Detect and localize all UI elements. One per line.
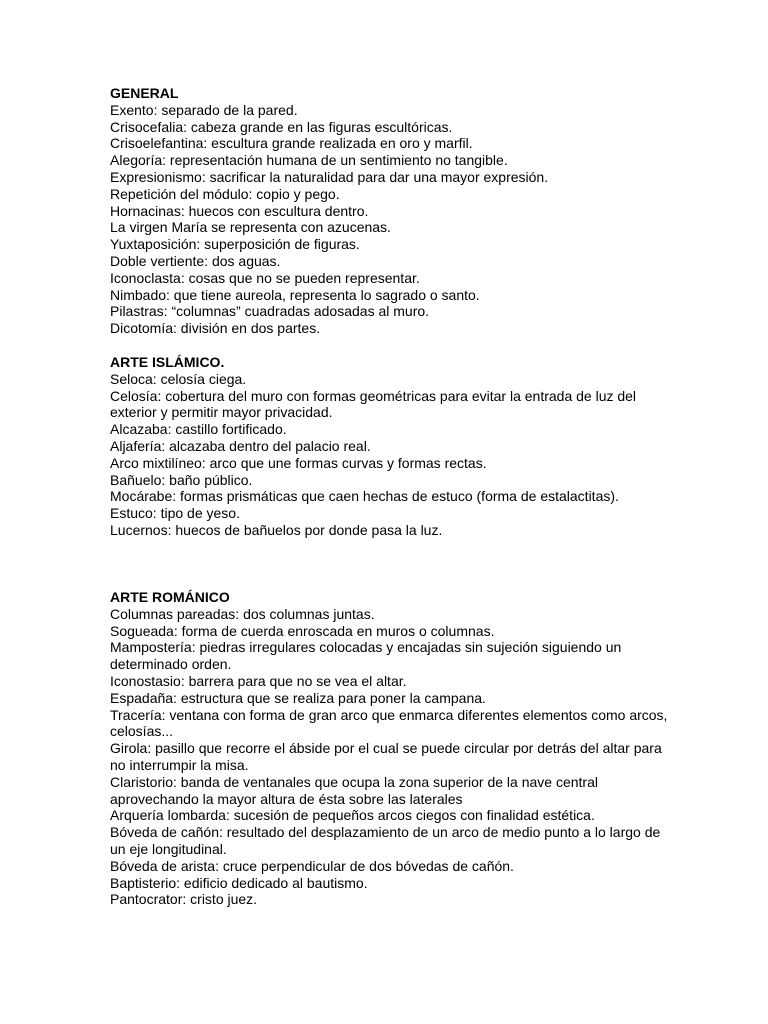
glossary-entry: Seloca: celosía ciega. [110,370,247,387]
glossary-entry: Estuco: tipo de yeso. [110,505,240,522]
glossary-entry: Bóveda de cañón: resultado del desplazamiento de un arco de medio punto a lo largo de un eje longitudinal. [110,824,661,857]
glossary-entry: Crisocefalia: cabeza grande en las figuras escultóricas. [110,118,453,135]
glossary-entry: Nimbado: que tiene aureola, representa lo sagrado o santo. [110,286,480,303]
glossary-entry: Alegoría: representación humana de un sentimiento no tangible. [110,152,508,169]
glossary-entry: La virgen María se representa con azucenas. [110,219,391,236]
glossary-entry: Celosía: cobertura del muro con formas geométricas para evitar la entrada de luz del exterior y permitir mayor privacidad. [110,387,637,421]
glossary-entry: Iconoclasta: cosas que no se pueden representar. [110,269,420,286]
entry-list [110,102,670,337]
glossary-entry: Repetición del módulo: copio y pego. [110,185,340,202]
glossary-entry: Arquería lombarda: sucesión de pequeños arcos ciegos con finalidad estética. [110,807,595,824]
glossary-entry: Yuxtaposición: superposición de figuras. [110,236,360,253]
glossary-entry: Alcazaba: castillo fortificado. [110,421,287,438]
glossary-entry: Columnas pareadas: dos columnas juntas. [110,605,375,622]
glossary-entry: Hornacinas: huecos con escultura dentro. [110,202,369,219]
glossary-entry: Girola: pasillo que recorre el ábside por el cual se puede circular por detrás del altar para no interrumpir la misa. [110,740,662,773]
glossary-entry: Pilastras: “columnas” cuadradas adosadas al muro. [110,303,430,320]
entry-list [110,371,670,539]
section-general [110,85,670,337]
glossary-entry: Tracería: ventana con forma de gran arco que enmarca diferentes elementos como arcos, celosías... [110,706,668,740]
glossary-entry: Bañuelo: baño público. [110,471,253,488]
glossary-entry: Arco mixtilíneo: arco que une formas curvas y formas rectas. [110,454,487,471]
glossary-entry: Mampostería: piedras irregulares colocadas y encajadas sin sujeción siguiendo un determinado orden. [110,639,622,673]
glossary-entry: Iconostasio: barrera para que no se vea el altar. [110,672,407,689]
glossary-entry: Espadaña: estructura que se realiza para poner la campana. [110,689,486,706]
glossary-entry: Crisoelefantina: escultura grande realizada en oro y marfil. [110,135,473,152]
glossary-entry: Expresionismo: sacrificar la naturalidad para dar una mayor expresión. [110,168,549,185]
glossary-entry: Bóveda de arista: cruce perpendicular de dos bóvedas de cañón. [110,857,514,874]
glossary-entry: Aljafería: alcazaba dentro del palacio real. [110,437,371,454]
glossary-entry: Exento: separado de la pared. [110,101,298,118]
section-title: GENERAL [110,85,179,101]
glossary-entry: Pantocrator: cristo juez. [110,891,258,908]
glossary-entry: Doble vertiente: dos aguas. [110,252,281,269]
glossary-entry: Mocárabe: formas prismáticas que caen hechas de estuco (forma de estalactitas). [110,488,619,505]
glossary-entry: Lucernos: huecos de bañuelos por donde pasa la luz. [110,521,443,538]
section-arte-islamico [110,354,670,539]
section-title: ARTE ROMÁNICO [110,589,230,605]
glossary-entry: Claristorio: banda de ventanales que ocupa la zona superior de la nave central aprovechando la mayor altura de ésta sobre las laterales [110,773,598,807]
section-arte-romanico [110,589,670,908]
entry-list [110,606,670,908]
glossary-entry: Sogueada: forma de cuerda enroscada en muros o columnas. [110,622,495,639]
glossary-entry: Dicotomía: división en dos partes. [110,320,321,337]
section-title: ARTE ISLÁMICO. [110,354,225,370]
glossary-entry: Baptisterio: edificio dedicado al bautismo. [110,874,368,891]
